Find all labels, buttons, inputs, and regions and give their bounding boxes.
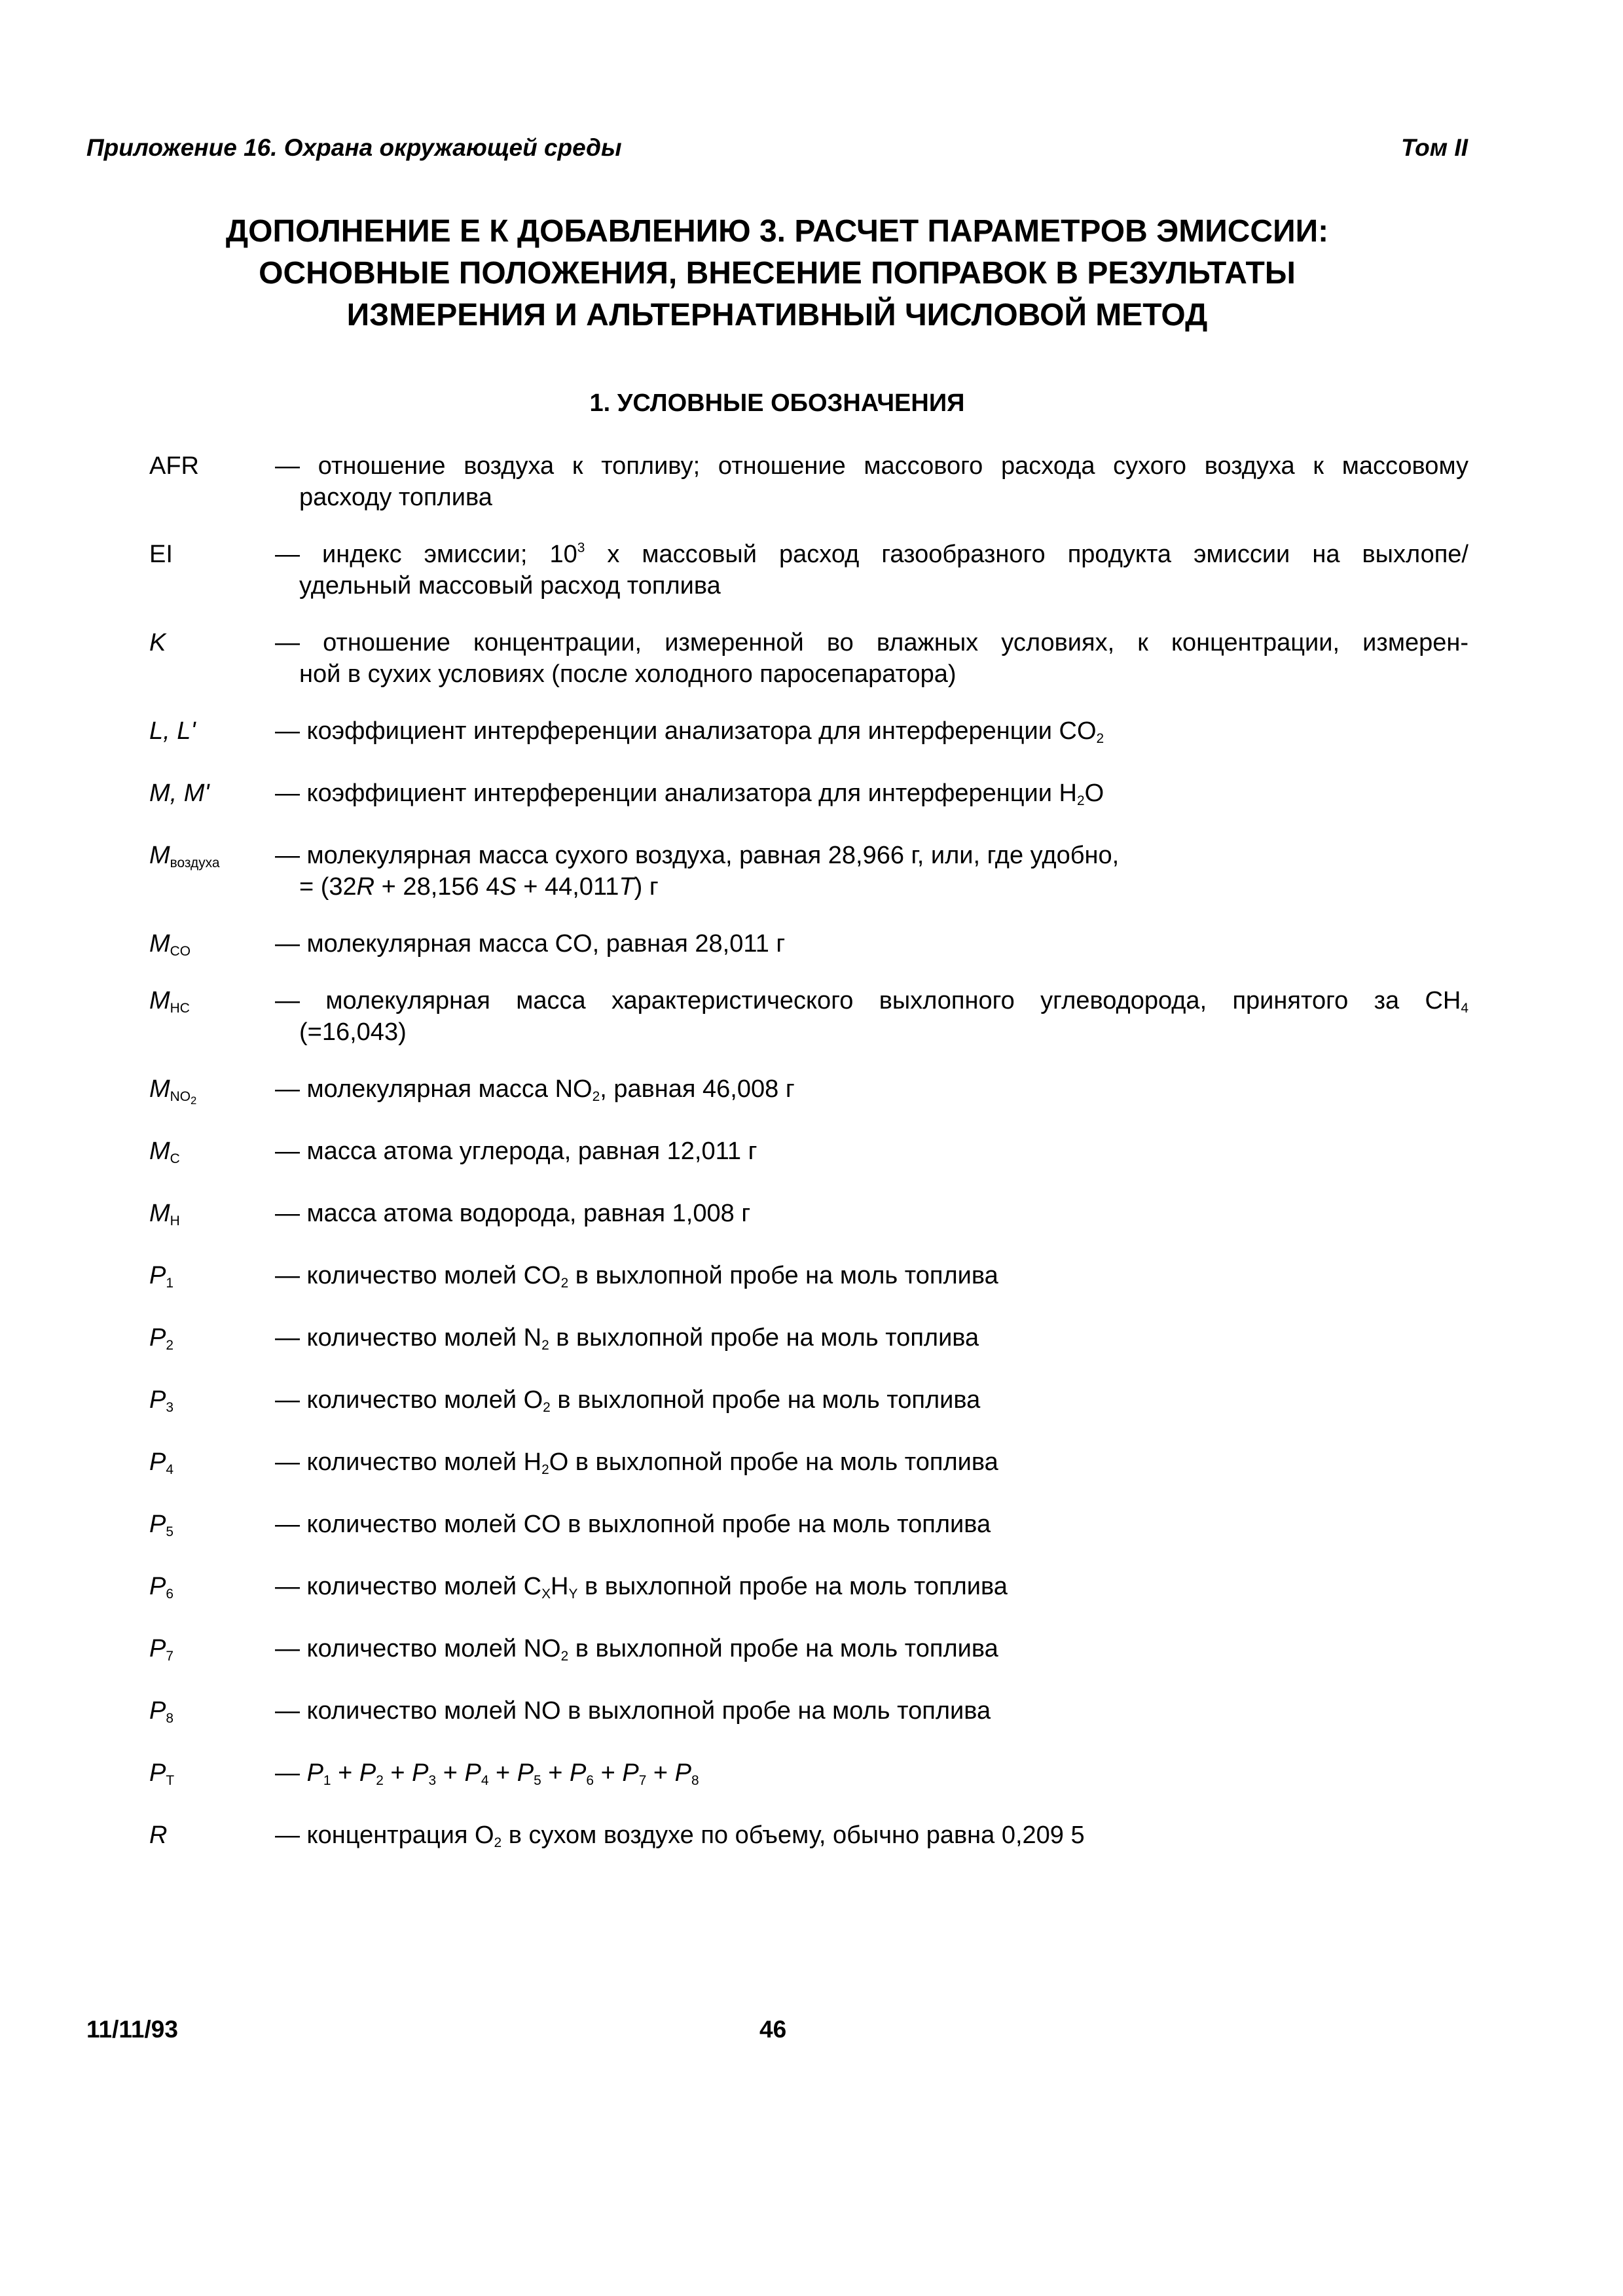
subscript: 2: [1076, 793, 1085, 808]
description-afr: [275, 450, 1468, 513]
description-m-co: — молекулярная масса CO, равная 28,011 г: [275, 930, 786, 958]
text: H: [551, 1573, 569, 1600]
def-k: [149, 627, 1468, 690]
symbol-subscript: 2: [166, 1337, 173, 1353]
symbol-subscript: H: [170, 1213, 180, 1229]
description-p7: [275, 1633, 1468, 1664]
symbol-letter: M: [149, 1138, 170, 1165]
text: — коэффициент интерференции анализатора для интерференции H: [275, 780, 1077, 807]
subscript: 2: [560, 1648, 569, 1664]
symbol-p6: [149, 1571, 275, 1602]
description-p4: [275, 1446, 1468, 1478]
symbol-subscript: воздуха: [170, 855, 220, 870]
operator: +: [488, 1759, 517, 1787]
symbol-subscript: 6: [166, 1586, 173, 1602]
variable: P: [570, 1759, 587, 1787]
def-ei: [149, 539, 1468, 601]
symbol-pt: [149, 1757, 275, 1789]
operator: +: [541, 1759, 570, 1787]
subscript: 6: [586, 1772, 594, 1788]
symbol-letter: P: [149, 1262, 166, 1289]
text: в выхлопной пробе на моль топлива: [550, 1386, 981, 1414]
symbol-letter: M: [149, 987, 170, 1014]
description-m-hc: [275, 985, 1468, 1048]
subscript-digit: 2: [191, 1094, 197, 1107]
symbol-subscript: C: [170, 1151, 180, 1166]
symbol-m-no2: [149, 1073, 275, 1105]
text: ) г: [634, 873, 659, 901]
symbol-m-air: [149, 840, 275, 871]
text: — концентрация O: [275, 1821, 494, 1849]
desc-line: (=16,043): [299, 1018, 407, 1046]
subscript: 2: [541, 1337, 549, 1353]
desc-line: расходу топлива: [299, 484, 492, 511]
symbol-subscript: 8: [166, 1710, 173, 1726]
def-m-h: [149, 1198, 1468, 1229]
operator: +: [646, 1759, 675, 1787]
subscript: 2: [592, 1088, 600, 1104]
dash: —: [275, 1759, 307, 1787]
title-line-1: ДОПОЛНЕНИЕ Е К ДОБАВЛЕНИЮ 3. РАСЧЕТ ПАРАМЕТРОВ ЭМИССИИ:: [225, 214, 1329, 249]
def-afr: [149, 450, 1468, 513]
symbol-letter: M: [149, 930, 170, 958]
variable: P: [412, 1759, 429, 1787]
def-l: [149, 715, 1468, 747]
symbol-letter: P: [149, 1448, 166, 1476]
text: x массовый расход газообразного продукта эмиссии на выхлопе/: [585, 541, 1468, 568]
symbol-subscript: 1: [166, 1275, 173, 1291]
def-pt: [149, 1757, 1468, 1789]
symbol-letter: M: [149, 1200, 170, 1227]
desc-formula: [275, 871, 1468, 903]
text: в выхлопной пробе на моль топлива: [577, 1573, 1008, 1600]
def-m-air: [149, 840, 1468, 903]
description-p3: [275, 1384, 1468, 1416]
symbol-k: K: [149, 629, 166, 656]
subscript: 2: [376, 1772, 384, 1788]
subscript: 2: [541, 1462, 549, 1477]
text: в выхлопной пробе на моль топлива: [568, 1635, 998, 1662]
symbol-letter: P: [149, 1573, 166, 1600]
text: — молекулярная масса характеристического выхлопного углеводорода, принятого за CH: [275, 987, 1461, 1014]
symbol-letter: P: [149, 1697, 166, 1725]
subscript: 5: [534, 1772, 541, 1788]
description-m-c: — масса атома углерода, равная 12,011 г: [275, 1138, 757, 1165]
text: — индекс эмиссии; 10: [275, 541, 577, 568]
symbol-m-co: [149, 928, 275, 960]
def-p5: [149, 1509, 1468, 1540]
symbol-letter: P: [149, 1386, 166, 1414]
symbol-subscript: CO: [170, 943, 191, 959]
symbol-letter: M: [149, 842, 170, 869]
def-p3: [149, 1384, 1468, 1416]
subscript: 2: [1096, 730, 1104, 746]
text: в сухом воздухе по объему, обычно равна 0,209 5: [501, 1821, 1085, 1849]
symbol-p5: [149, 1509, 275, 1540]
definitions-list: [149, 450, 1468, 1851]
symbol-subscript: HC: [170, 1000, 190, 1016]
operator: +: [383, 1759, 412, 1787]
text: — молекулярная масса NO: [275, 1075, 593, 1103]
def-r: [149, 1820, 1468, 1851]
title-line-2: ОСНОВНЫЕ ПОЛОЖЕНИЯ, ВНЕСЕНИЕ ПОПРАВОК В РЕЗУЛЬТАТЫ: [259, 256, 1296, 291]
subscript: 4: [1461, 1000, 1468, 1016]
desc-line: [275, 539, 1468, 570]
description-p8: — количество молей NO в выхлопной пробе на моль топлива: [275, 1697, 991, 1725]
description-m-no2: [275, 1073, 1468, 1105]
symbol-letter: P: [149, 1759, 166, 1787]
symbol-subscript: 3: [166, 1399, 173, 1415]
running-header-left: Приложение 16. Охрана окружающей среды: [86, 134, 622, 161]
desc-line: — отношение концентрации, измеренной во влажных условиях, к концентрации, измерен-: [275, 629, 1468, 656]
text: — количество молей NO: [275, 1635, 561, 1662]
subscript-text: NO: [170, 1088, 191, 1104]
symbol-m-c: [149, 1136, 275, 1167]
footer-date: 11/11/93: [86, 2016, 178, 2043]
variable: S: [500, 873, 517, 901]
description-p2: [275, 1322, 1468, 1354]
subscript: 2: [560, 1275, 569, 1291]
def-m-no2: [149, 1073, 1468, 1105]
symbol-subscript: 7: [166, 1648, 173, 1664]
def-p7: [149, 1633, 1468, 1664]
symbol-r: R: [149, 1821, 168, 1849]
symbol-subscript: 4: [166, 1462, 173, 1477]
symbol-letter: P: [149, 1324, 166, 1352]
text: , равная 46,008 г: [600, 1075, 795, 1103]
desc-line: ной в сухих условиях (после холодного паросепаратора): [299, 660, 957, 688]
variable: P: [622, 1759, 639, 1787]
title-line-3: ИЗМЕРЕНИЯ И АЛЬТЕРНАТИВНЫЙ ЧИСЛОВОЙ МЕТОД: [346, 298, 1208, 332]
text: в выхлопной пробе на моль топлива: [549, 1324, 979, 1352]
text: — количество молей C: [275, 1573, 542, 1600]
def-m-c: [149, 1136, 1468, 1167]
operator: +: [331, 1759, 359, 1787]
desc-line: — отношение воздуха к топливу; отношение массового расхода сухого воздуха к массовому: [275, 452, 1468, 480]
variable: R: [356, 873, 375, 901]
description-r: [275, 1820, 1468, 1851]
variable: T: [619, 873, 634, 901]
subscript: 8: [691, 1772, 699, 1788]
symbol-letter: M: [149, 1075, 170, 1103]
variable: P: [674, 1759, 691, 1787]
text: O в выхлопной пробе на моль топлива: [549, 1448, 998, 1476]
text: — количество молей O: [275, 1386, 543, 1414]
page-number: 46: [759, 2016, 787, 2043]
symbol-l: L, L': [149, 717, 196, 745]
symbol-p2: [149, 1322, 275, 1354]
subscript: 4: [481, 1772, 489, 1788]
subscript: 3: [428, 1772, 437, 1788]
symbol-p3: [149, 1384, 275, 1416]
subscript: 7: [638, 1772, 647, 1788]
text: — количество молей CO: [275, 1262, 561, 1289]
def-p2: [149, 1322, 1468, 1354]
description-ei: [275, 539, 1468, 601]
subscript: Y: [568, 1586, 578, 1602]
symbol-p1: [149, 1260, 275, 1291]
subscript: 2: [543, 1399, 551, 1415]
symbol-m-h: [149, 1198, 275, 1229]
page-title: [86, 211, 1468, 336]
operator: +: [594, 1759, 623, 1787]
section-heading: 1. УСЛОВНЫЕ ОБОЗНАЧЕНИЯ: [589, 389, 965, 417]
text: O: [1084, 780, 1104, 807]
symbol-letter: P: [149, 1511, 166, 1538]
description-l: [275, 715, 1468, 747]
def-p1: [149, 1260, 1468, 1291]
subscript: X: [541, 1586, 551, 1602]
symbol-subscript: 5: [166, 1524, 173, 1539]
description-m-h: — масса атома водорода, равная 1,008 г: [275, 1200, 751, 1227]
symbol-letter: P: [149, 1635, 166, 1662]
description-p5: — количество молей CO в выхлопной пробе на моль топлива: [275, 1511, 991, 1538]
desc-line: — молекулярная масса сухого воздуха, равная 28,966 г, или, где удобно,: [275, 842, 1120, 869]
def-m-co: [149, 928, 1468, 960]
description-p1: [275, 1260, 1468, 1291]
variable: P: [306, 1759, 323, 1787]
desc-line: [275, 985, 1468, 1016]
variable: P: [464, 1759, 481, 1787]
description-pt: [275, 1757, 1468, 1789]
variable: P: [359, 1759, 376, 1787]
def-p8: [149, 1695, 1468, 1727]
symbol-ei: EI: [149, 541, 173, 568]
symbol-p4: [149, 1446, 275, 1478]
text: — количество молей N: [275, 1324, 542, 1352]
text: — количество молей H: [275, 1448, 542, 1476]
subscript: 2: [494, 1835, 502, 1850]
symbol-m: M, M': [149, 780, 210, 807]
operator: +: [436, 1759, 465, 1787]
text: в выхлопной пробе на моль топлива: [568, 1262, 998, 1289]
description-k: [275, 627, 1468, 690]
def-m-hc: [149, 985, 1468, 1048]
text: = (32: [299, 873, 357, 901]
running-header-right: Том II: [1400, 134, 1468, 161]
subscript: 1: [323, 1772, 331, 1788]
description-p6: [275, 1571, 1468, 1602]
def-p6: [149, 1571, 1468, 1602]
superscript: 3: [577, 540, 585, 556]
symbol-m-hc: [149, 985, 275, 1016]
symbol-subscript: T: [166, 1772, 175, 1788]
symbol-p8: [149, 1695, 275, 1727]
symbol-p7: [149, 1633, 275, 1664]
variable: P: [517, 1759, 534, 1787]
description-m: [275, 778, 1468, 809]
desc-line: удельный массовый расход топлива: [299, 572, 721, 600]
def-m: [149, 778, 1468, 809]
description-m-air: [275, 840, 1468, 903]
def-p4: [149, 1446, 1468, 1478]
text: — коэффициент интерференции анализатора для интерференции CO: [275, 717, 1097, 745]
text: + 44,011: [516, 873, 619, 901]
symbol-subscript: [170, 1088, 197, 1107]
text: + 28,156 4: [374, 873, 500, 901]
symbol-afr: AFR: [149, 452, 199, 480]
